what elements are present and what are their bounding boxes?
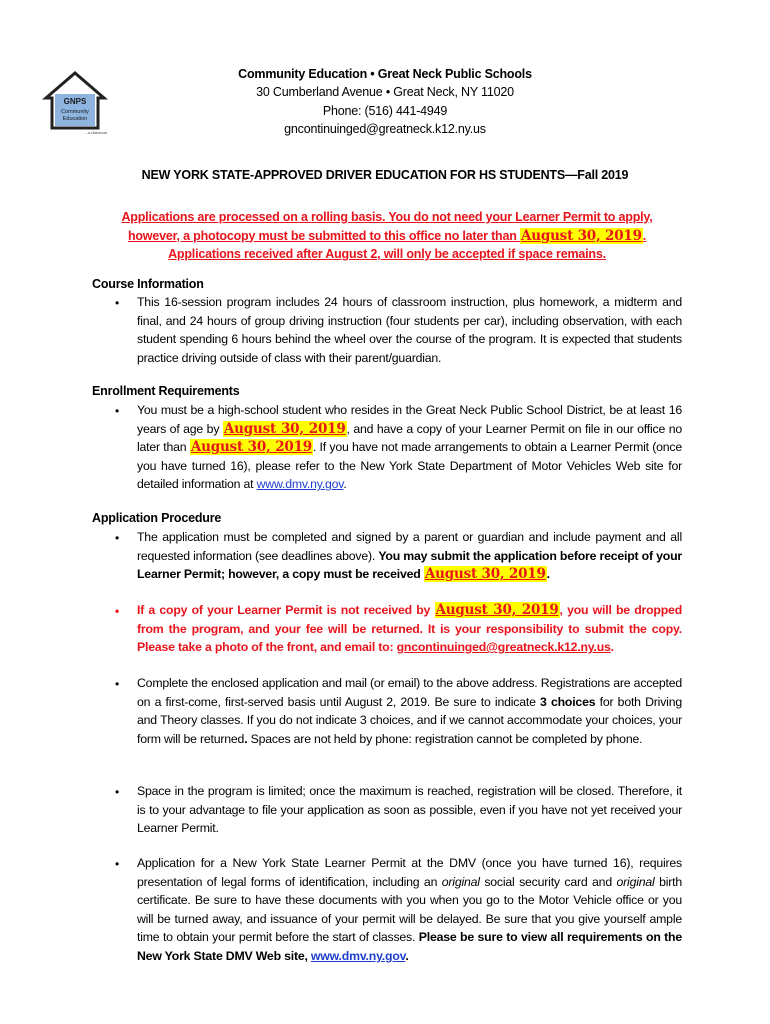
org-address: 30 Cumberland Avenue • Great Neck, NY 11020 — [256, 85, 514, 100]
deadline-date: August 30, 2019 — [435, 602, 559, 618]
bullet-icon: • — [115, 531, 120, 545]
gnps-logo — [40, 70, 110, 136]
permit-copy-warning: If a copy of your Learner Permit is not received by August 30, 2019, you will be dropped from the program, and your fee will be returned. It is your responsibility to submit the copy. Please take a photo of the front, and email to: gncontinuinged@greatneck.k12.ny.us. — [137, 602, 683, 655]
registration-text: Complete the enclosed application and mail (or email) to the above address. Registrations are accepted on a first-come, first-served basis until August 2, 2019. Be sure to indicate 3 choices for both Driving and Theory classes. If you do not indicate 3 choices, and if we cannot accommodate your choices, your form will be returned. Spaces are not held by phone: registration cannot be completed by phone. — [137, 676, 682, 746]
application-heading: Application Procedure — [92, 511, 222, 525]
notice-line-2: however, a photocopy must be submitted to this office no later than August 30, 2019. — [127, 227, 647, 244]
bullet-icon: • — [115, 857, 120, 871]
dmv-link[interactable]: www.dmv.ny.gov — [310, 948, 406, 963]
svg-text:Education: Education — [62, 116, 88, 122]
org-phone: Phone: (516) 441-4949 — [322, 103, 448, 118]
notice-line-3: Applications received after August 2, will only be accepted if space remains. — [168, 247, 606, 261]
bullet-icon: • — [115, 677, 120, 691]
bullet-icon: • — [115, 404, 120, 418]
enrollment-text: You must be a high-school student who resides in the Great Neck Public School District, be at least 16 years of age by August 30, 2019, and have a copy of your Learner Permit on file in our office no later than August 30, 2019. If you have not made arrangements to obtain a Learner Permit (once you have turned 16), please refer to the New York State Department of Motor Vehicles Web site for detailed information at www.dmv.ny.gov. — [137, 403, 683, 492]
space-limited-text: Space in the program is limited; once the maximum is reached, registration will be closed. Therefore, it is to your advantage to file your application as soon as possible, even if you have not yet received your Learner Permit. — [137, 784, 682, 836]
dmv-link[interactable]: www.dmv.ny.gov — [256, 477, 344, 492]
org-name: Community Education • Great Neck Public Schools — [238, 67, 532, 81]
bullet-icon: • — [115, 604, 120, 618]
page-title: NEW YORK STATE-APPROVED DRIVER EDUCATION FOR HS STUDENTS—Fall 2019 — [141, 168, 629, 182]
rolling-basis-notice — [92, 208, 682, 264]
org-email: gncontinuinged@greatneck.k12.ny.us — [284, 121, 486, 136]
course-info-text: This 16-session program includes 24 hours of classroom instruction, plus homework, a midterm and final, and 24 hours of group driving instruction (four students per car), including observation, with each student spending 6 hours behind the wheel over the course of the program. It is expected that students practice driving outside of class with their parent/guardian. — [137, 295, 682, 365]
deadline-date: August 30, 2019 — [424, 566, 546, 583]
deadline-date: August 30, 2019 — [223, 420, 346, 437]
dmv-permit-text: Application for a New York State Learner Permit at the DMV (once you have turned 16), requires presentation of legal forms of identification, including an original social security card and original birth certificate. Be sure to have these documents with you when you go to the Motor Vehicle office or you will be turned away, and issuance of your permit will be delayed. Be sure that you give yourself ample time to obtain your permit before the start of classes. Please be sure to view all requirements on the New York State DMV Web site, www.dmv.ny.gov. — [137, 856, 683, 963]
svg-text:GNPS: GNPS — [63, 97, 87, 106]
email-link[interactable]: gncontinuinged@greatneck.k12.ny.us — [396, 640, 611, 655]
bullet-icon: • — [115, 296, 120, 310]
bullet-icon: • — [115, 785, 120, 799]
svg-text:Community: Community — [61, 109, 89, 115]
letterhead — [150, 65, 620, 138]
deadline-date: August 30, 2019 — [520, 227, 642, 244]
notice-line-1: Applications are processed on a rolling basis. You do not need your Learner Permit to apply, — [121, 210, 653, 224]
enrollment-heading: Enrollment Requirements — [92, 384, 240, 398]
svg-text:...a classroom: ...a classroom — [84, 130, 108, 135]
deadline-date: August 30, 2019 — [190, 439, 312, 456]
application-signing-text: The application must be completed and signed by a parent or guardian and include payment and all requested information (see deadlines above). You may submit the application before receipt of your Learner Permit; however, a copy must be received August 30, 2019. — [137, 530, 682, 583]
course-info-heading: Course Information — [92, 277, 204, 291]
